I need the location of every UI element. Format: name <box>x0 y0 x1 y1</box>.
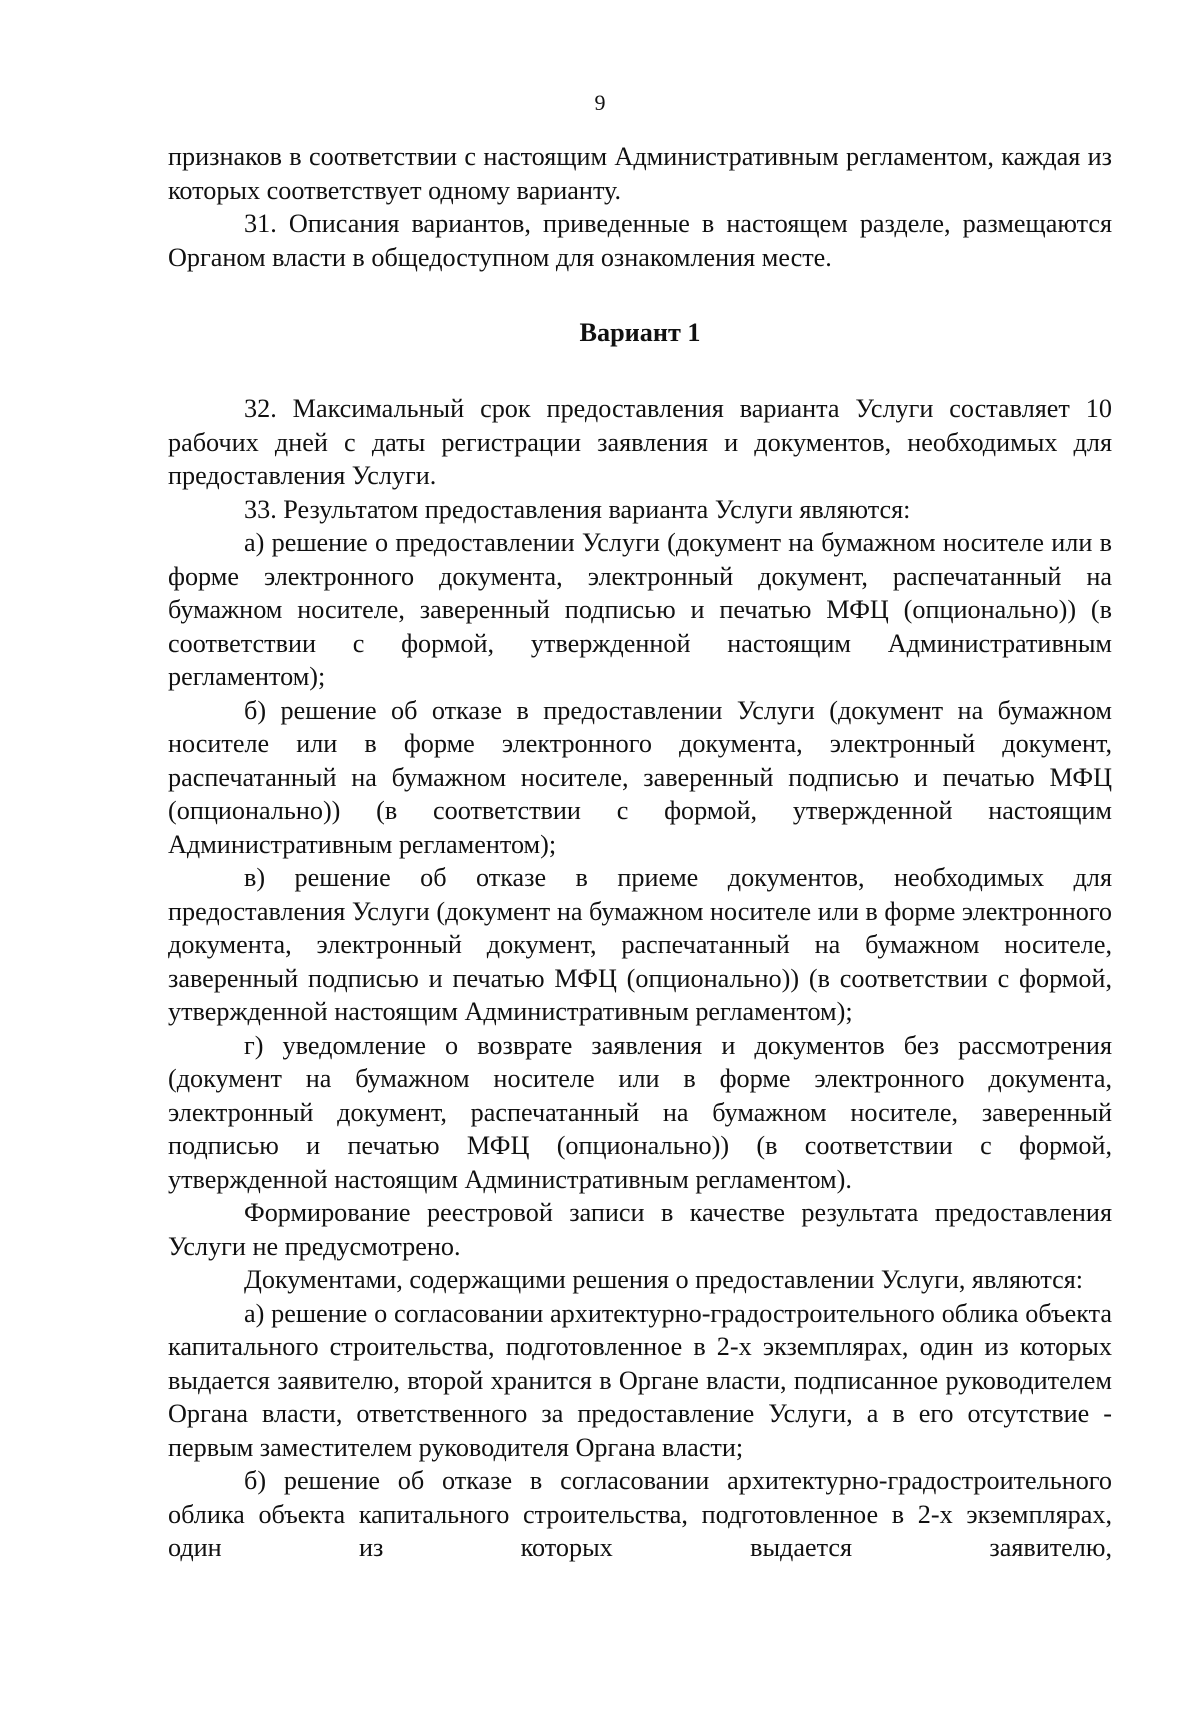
paragraph: 31. Описания вариантов, приведенные в настоящем разделе, размещаются Органом власти в общедоступном для ознакомления месте. <box>168 209 1112 272</box>
section-title: Вариант 1 <box>579 318 701 347</box>
paragraph: г) уведомление о возврате заявления и документов без рассмотрения (документ на бумажном носителе или в форме электронного документа, электронный документ, распечатанный на бумажном носителе, заверенный подписью и печатью МФЦ (опционально)) (в соответствии с формой, утвержденной настоящим Административным регламентом). <box>168 1030 1112 1194</box>
paragraph: 32. Максимальный срок предоставления варианта Услуги составляет 10 рабочих дней с даты регистрации заявления и документов, необходимых для предоставления Услуги. <box>168 394 1112 490</box>
paragraph: а) решение о предоставлении Услуги (документ на бумажном носителе или в форме электронного документа, электронный документ, распечатанный на бумажном носителе, заверенный подписью и печатью МФЦ (опционально)) (в соответствии с формой, утвержденной настоящим Административным регламентом); <box>168 528 1112 691</box>
paragraph: б) решение об отказе в предоставлении Услуги (документ на бумажном носителе или в форме электронного документа, электронный документ, распечатанный на бумажном носителе, заверенный подписью и печатью МФЦ (опционально)) (в соответствии с формой, утвержденной настоящим Административным регламентом); <box>168 695 1112 859</box>
paragraph: Формирование реестровой записи в качестве результата предоставления Услуги не предусмотрено. <box>168 1198 1112 1261</box>
document-body <box>168 140 1112 1565</box>
paragraph: 33. Результатом предоставления варианта Услуги являются: <box>244 494 911 524</box>
paragraph: в) решение об отказе в приеме документов, необходимых для предоставления Услуги (документ на бумажном носителе или в форме электронного документа, электронный документ, распечатанный на бумажном носителе, заверенный подписью и печатью МФЦ (опционально)) (в соответствии с формой, утвержденной настоящим Административным регламентом); <box>168 863 1112 1026</box>
section-paragraphs <box>168 392 1112 1565</box>
page-number: 9 <box>594 90 606 115</box>
paragraph: Документами, содержащими решения о предоставлении Услуги, являются: <box>244 1265 1084 1294</box>
paragraph: б) решение об отказе в согласовании архитектурно-градостроительного облика объекта капитального строительства, подготовленное в 2-х экземплярах, один из которых выдается заявителю, <box>168 1466 1112 1562</box>
intro-paragraphs <box>168 140 1112 274</box>
paragraph: а) решение о согласовании архитектурно-градостроительного облика объекта капитального строительства, подготовленное в 2-х экземплярах, один из которых выдается заявителю, второй хранится в Органе власти, подписанное руководителем Органа власти, ответственного за предоставление Услуги, а в его отсутствие - первым заместителем руководителя Органа власти; <box>168 1298 1112 1462</box>
paragraph: признаков в соответствии с настоящим Административным регламентом, каждая из которых соответствует одному варианту. <box>168 142 1112 205</box>
